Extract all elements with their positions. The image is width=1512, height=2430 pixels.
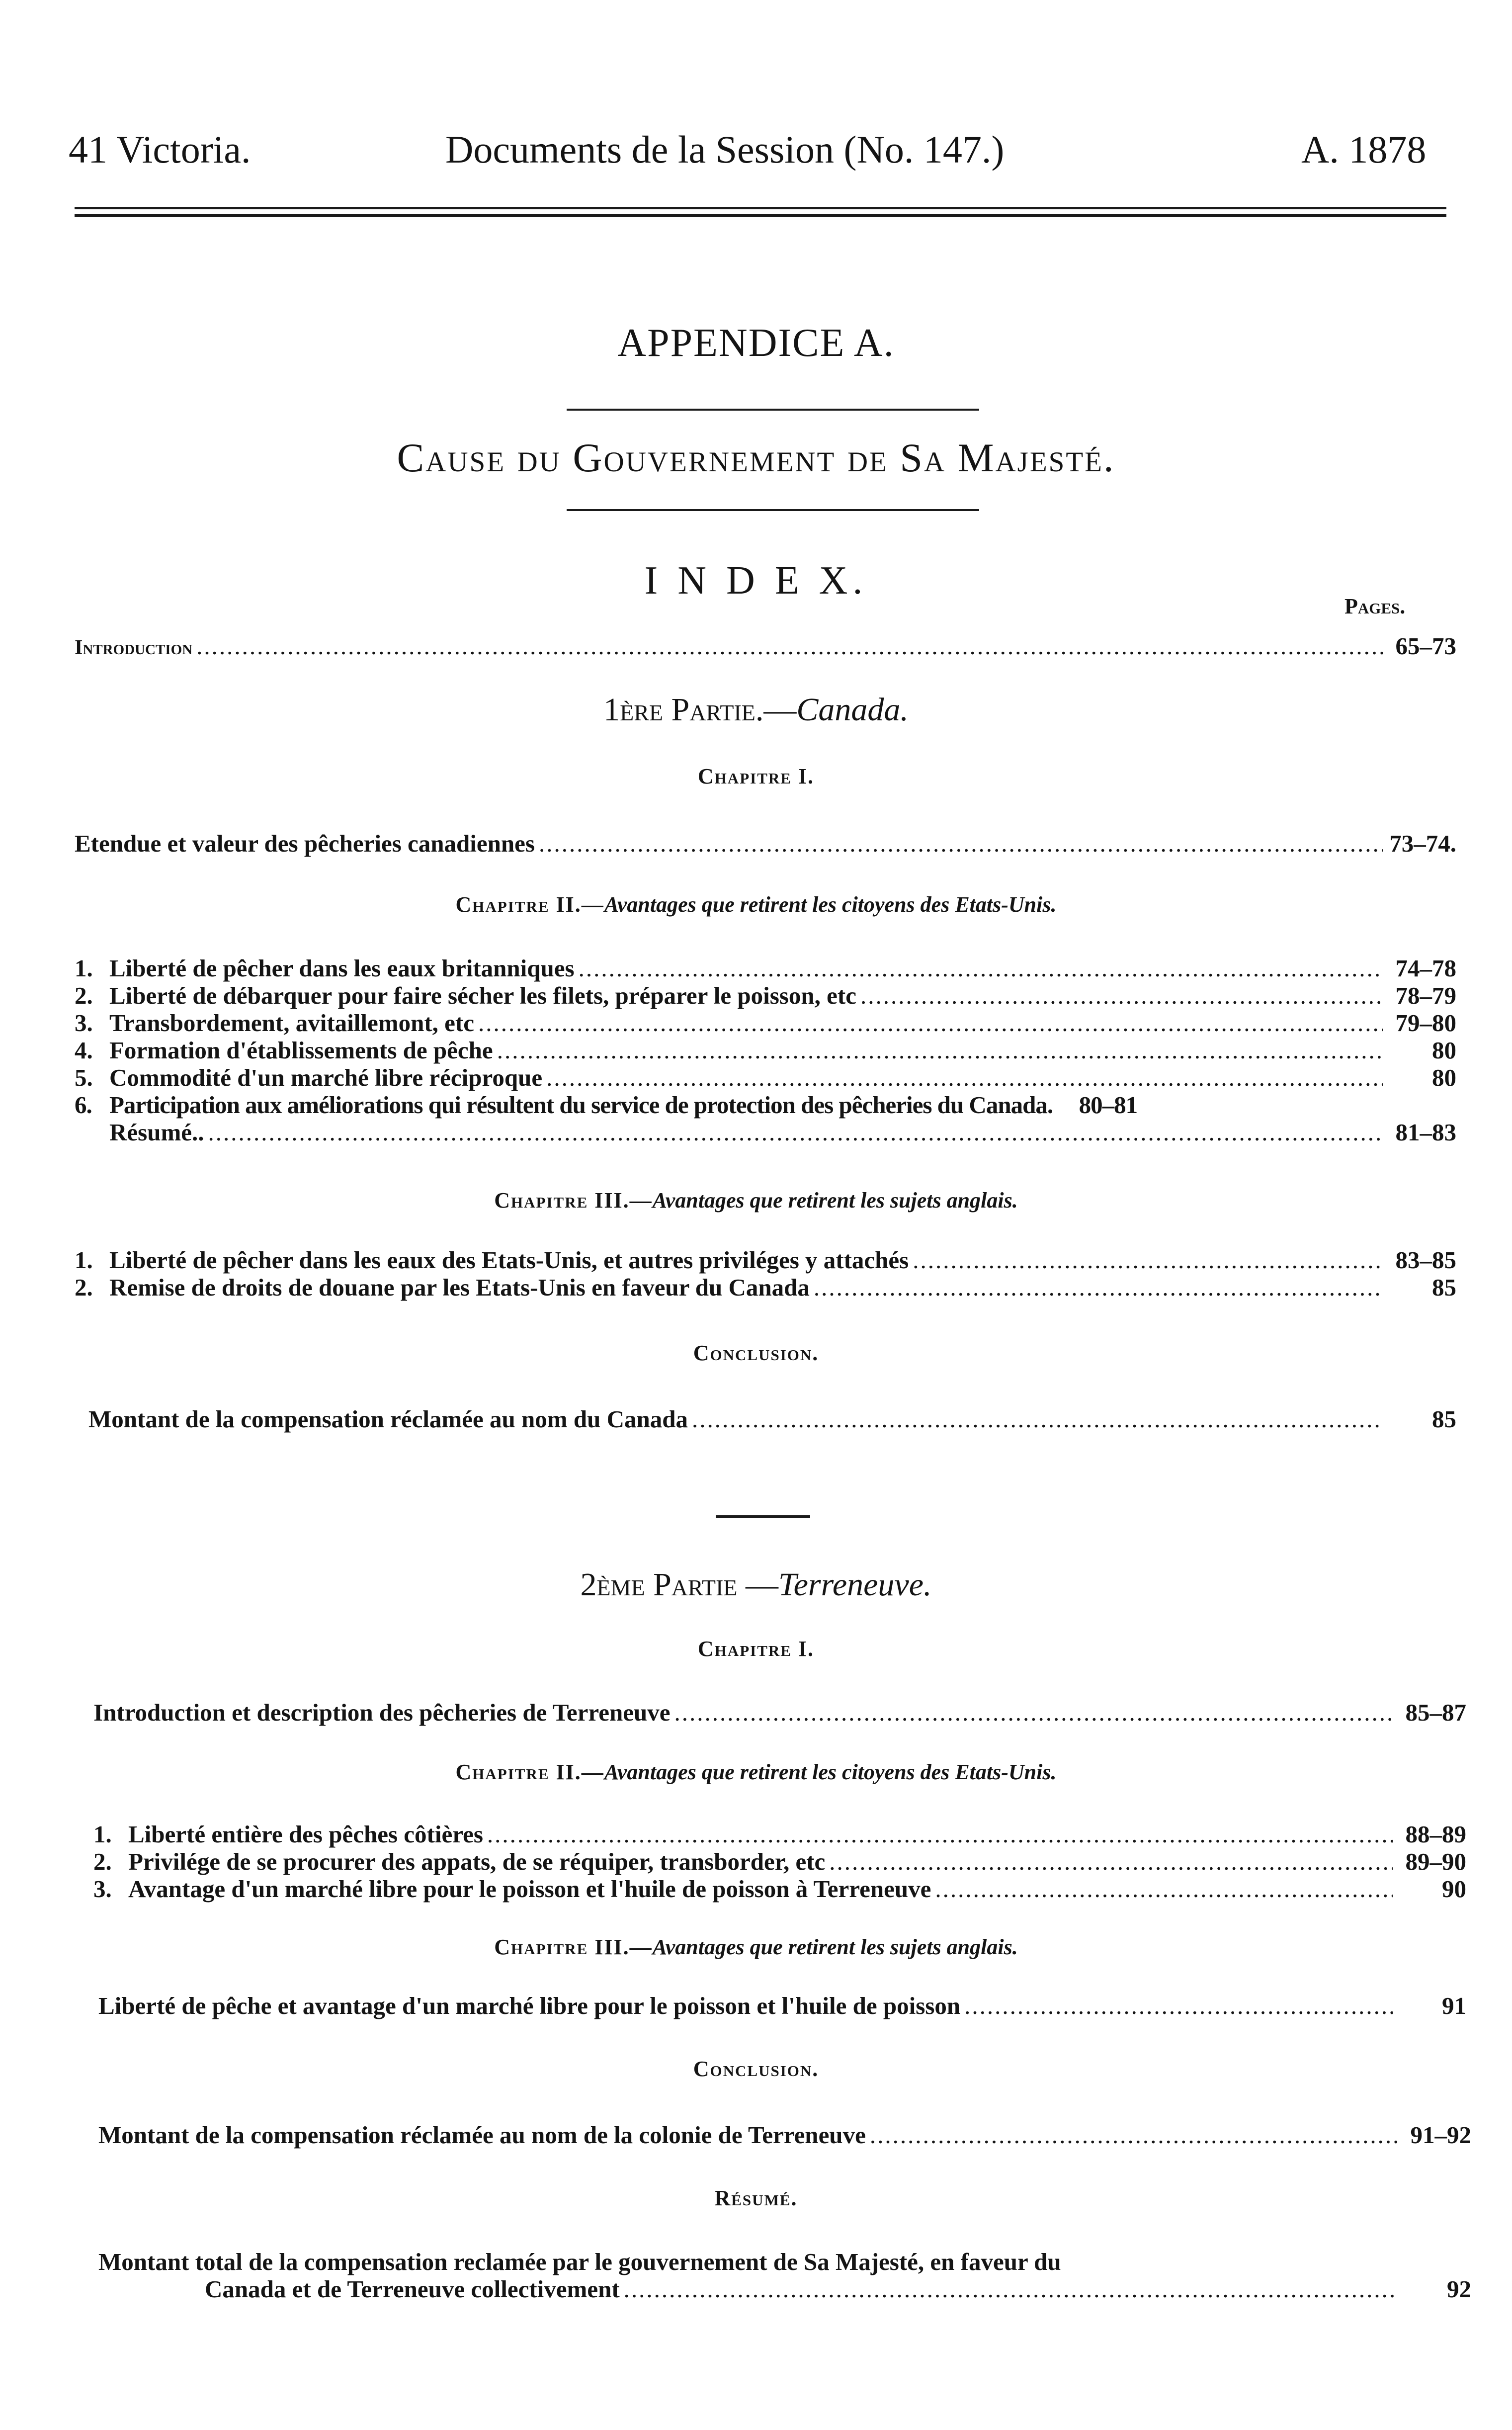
- subtitle-rule: [567, 509, 979, 511]
- list-item: Montant de la compensation réclamée au nom du Canada ..... 85: [88, 1407, 1456, 1431]
- list-item: 1. Liberté de pêcher dans les eaux britanniques ..... 74–78: [75, 956, 1456, 980]
- list-item: Liberté de pêche et avantage d'un marché libre pour le poisson et l'huile de poisson ..... 91: [98, 1994, 1466, 2018]
- header-rule-bottom: [75, 214, 1446, 217]
- header-rule-top: [75, 207, 1446, 209]
- list-item: 6. Participation aux améliorations qui résultent du service de protection des pêcheries du Canada. 80–81: [75, 1091, 1138, 1119]
- list-item: 3. Avantage d'un marché libre pour le poisson et l'huile de poisson à Terreneuve ..... 90: [93, 1877, 1466, 1901]
- part1-conclusion-heading: Conclusion.: [693, 1341, 819, 1365]
- list-item: 2. Privilége de se procurer des appats, de se réquiper, transborder, etc ..... 89–90: [93, 1849, 1466, 1874]
- index-title: I N D E X.: [644, 559, 868, 603]
- list-item: 2. Remise de droits de douane par les Etats-Unis en faveur du Canada ..... 85: [75, 1275, 1456, 1300]
- introduction-entry: [75, 634, 1456, 658]
- list-item: Etendue et valeur des pêcheries canadiennes ..... 73–74.: [75, 831, 1456, 856]
- appendix-title: APPENDICE A.: [617, 321, 895, 365]
- list-item: Résumé.. ..... 81–83: [75, 1120, 1456, 1144]
- entry-pages: 65–73: [1395, 632, 1456, 660]
- entry-label: Introduction: [75, 636, 193, 659]
- part2-chapter1-heading: Chapitre I.: [697, 1637, 815, 1661]
- list-item: 3. Transbordement, avitaillemont, etc ..... 79–80: [75, 1011, 1456, 1035]
- header-center: Documents de la Session (No. 147.): [445, 128, 1005, 171]
- resume-line-2: Canada et de Terreneuve collectivement ..... 92: [205, 2277, 1471, 2301]
- title-rule: [567, 409, 979, 411]
- part1-title: 1ère Partie.—Canada.: [603, 692, 909, 728]
- list-item: 2. Liberté de débarquer pour faire sécher les filets, préparer le poisson, etc ..... 78–79: [75, 983, 1456, 1008]
- list-item: 5. Commodité d'un marché libre réciproque ..... 80: [75, 1065, 1456, 1090]
- part2-chapter3-heading: Chapitre III.—Avantages que retirent les sujets anglais.: [494, 1935, 1018, 1959]
- list-item: Montant de la compensation réclamée au nom de la colonie de Terreneuve ..... 91–92: [98, 2123, 1471, 2147]
- part1-chapter1-heading: Chapitre I.: [697, 764, 815, 788]
- list-item: 1. Liberté entière des pêches côtières ..... 88–89: [93, 1822, 1466, 1846]
- section-divider: [716, 1515, 810, 1518]
- pages-column-label: Pages.: [1344, 594, 1406, 618]
- header-right: A. 1878: [1301, 128, 1427, 171]
- resume-heading: Résumé.: [714, 2186, 798, 2210]
- part2-conclusion-heading: Conclusion.: [693, 2057, 819, 2081]
- list-item: 1. Liberté de pêcher dans les eaux des Etats-Unis, et autres priviléges y attachés ..... 83–85: [75, 1248, 1456, 1272]
- list-item: 4. Formation d'établissements de pêche ..... 80: [75, 1038, 1456, 1062]
- part1-chapter3-heading: Chapitre III.—Avantages que retirent les sujets anglais.: [494, 1188, 1018, 1213]
- appendix-subtitle: Cause du Gouvernement de Sa Majesté.: [397, 435, 1115, 480]
- list-item: Introduction et description des pêcheries de Terreneuve ..... 85–87: [93, 1700, 1466, 1725]
- part1-chapter2-heading: Chapitre II.—Avantages que retirent les citoyens des Etats-Unis.: [455, 892, 1057, 917]
- leader-dots: [196, 634, 1383, 658]
- header-left: 41 Victoria.: [69, 128, 251, 171]
- part2-chapter2-heading: Chapitre II.—Avantages que retirent les citoyens des Etats-Unis.: [455, 1760, 1057, 1784]
- resume-line-1: Montant total de la compensation reclamée par le gouvernement de Sa Majesté, en faveur du: [98, 2248, 1061, 2275]
- part2-title: 2ème Partie —Terreneuve.: [580, 1566, 932, 1603]
